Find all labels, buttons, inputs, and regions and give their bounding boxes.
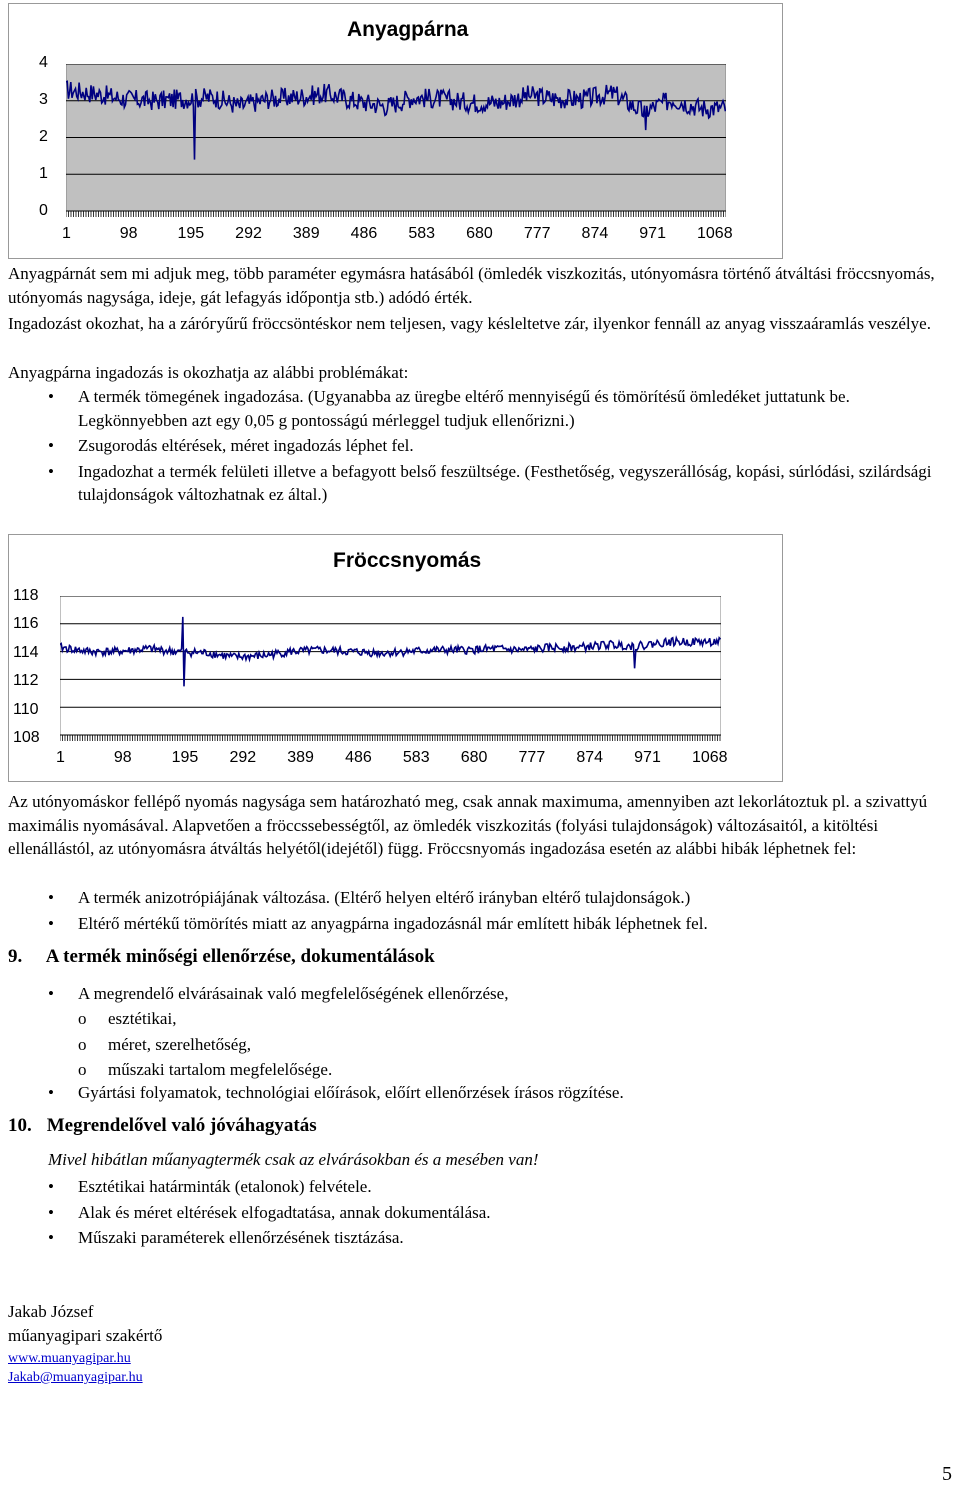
chart-froccsnyomas — [8, 534, 783, 782]
list-item-text: A termék tömegének ingadozása. (Ugyanabba az üregbe eltérő mennyiségű és tömörítésű ömledéket juttatunk be. Legkönnyebben azt egy 0,05 g pontosságú mérleggel tudjuk ellenőrizni.) — [78, 387, 850, 430]
signature-name: Jakab József — [8, 1302, 94, 1321]
bullet-icon: • — [48, 1228, 54, 1247]
x-tick-label: 1 — [56, 749, 65, 766]
section-heading-9 — [8, 946, 435, 968]
section-heading-10 — [8, 1115, 317, 1137]
website-link[interactable]: www.muanyagipar.hu — [8, 1351, 131, 1366]
list-item-text: Alak és méret eltérések elfogadtatása, annak dokumentálása. — [78, 1202, 491, 1222]
list-item-text: Műszaki paraméterek ellenőrzésének tisztázása. — [78, 1228, 404, 1247]
x-tick-label: 874 — [581, 225, 609, 242]
x-tick-label: 680 — [466, 225, 493, 242]
x-tick-label: 971 — [639, 225, 666, 242]
x-tick-label: 583 — [408, 225, 436, 242]
paragraph-1: Anyagpárnát sem mi adjuk meg, több paraméter egymásra hatásából (ömledék viszkozitás, utónyomásra történő átváltási fröccsnyomás, utónyomás nagysága, ideje, gát lefagyás időpontja stb.) adódó érték. — [8, 264, 935, 307]
chart2-ytick-118: 118 — [13, 587, 39, 604]
x-tick-label: 389 — [287, 749, 314, 766]
list-item — [8, 1201, 948, 1225]
bullet-icon: • — [48, 436, 54, 455]
paragraph-2: Ingadozást okozhat, ha a záróгyűrű fröccsöntéskor nem teljesen, vagy késleltetve zár, ilyenkor fennáll az anyag visszaáramlás veszélye. — [8, 314, 931, 333]
chart2-plot — [60, 596, 721, 743]
signature-title: műanyagipari szakértő — [8, 1326, 163, 1345]
chart1-ytick-1: 1 — [39, 165, 48, 182]
list-item — [8, 460, 948, 507]
list-item — [8, 1175, 948, 1199]
sub-item — [8, 1033, 948, 1057]
bullet-icon: • — [48, 984, 54, 1003]
section-number: 10. — [8, 1115, 32, 1136]
chart-anyagparna — [8, 3, 783, 259]
x-tick-label: 971 — [634, 749, 661, 766]
bullet-list-1 — [8, 385, 948, 507]
x-tick-label: 680 — [460, 749, 488, 766]
chart2-title: Fröccsnyomás — [333, 549, 482, 572]
bullet-list-5 — [8, 1175, 948, 1250]
bullet-icon: • — [48, 888, 54, 907]
chart1-title: Anyagpárna — [347, 18, 469, 41]
bullet-icon: • — [48, 1177, 54, 1196]
bullet-icon: • — [48, 461, 54, 481]
section-title: Megrendelővel való jóváhagyatás — [46, 1115, 317, 1136]
list-item-text: Eltérő mértékű tömörítés miatt az anyagpárna ingadozásnál már említett hibák léphetnek fel. — [78, 913, 708, 933]
page-number: 5 — [942, 1463, 952, 1485]
x-tick-label: 292 — [235, 225, 262, 242]
section-title: A termék minőségi ellenőrzése, dokumentálások — [45, 946, 435, 967]
bullet-icon: • — [48, 387, 54, 406]
bullet-list-4 — [8, 1081, 948, 1105]
x-tick-label: 777 — [518, 749, 546, 766]
list-item — [8, 982, 948, 1006]
x-tick-band — [60, 735, 720, 741]
chart2-ytick-110: 110 — [13, 701, 39, 718]
chart1-ytick-2: 2 — [39, 128, 48, 145]
chart2-ytick-112: 112 — [13, 672, 39, 689]
chart1-plot — [66, 64, 726, 219]
x-tick-label: 195 — [171, 749, 199, 766]
x-tick-label: 1 — [62, 225, 71, 242]
sub-item-text: méret, szerelhetőség, — [108, 1034, 252, 1054]
plot-area — [60, 596, 721, 735]
section-number: 9. — [8, 946, 23, 967]
sub-item-text: esztétikai, — [108, 1009, 177, 1028]
chart1-ytick-3: 3 — [39, 91, 48, 108]
x-tick-label: 195 — [177, 225, 205, 242]
x-tick-label: 98 — [113, 749, 132, 766]
bullet-icon: • — [48, 913, 54, 933]
list-item-text: Esztétikai határminták (etalonok) felvétele. — [78, 1177, 372, 1196]
x-tick-label: 292 — [229, 749, 257, 766]
sub-item — [8, 1007, 948, 1031]
email-link[interactable]: Jakab@muanyagipar.hu — [8, 1370, 143, 1385]
x-tick-label: 1068 — [691, 749, 728, 766]
list-item — [8, 886, 948, 910]
list-item-text: A megrendelő elvárásainak való megfelelőségének ellenőrzése, — [78, 984, 509, 1003]
sub-bullet-icon: o — [78, 1009, 87, 1028]
sub-bullet-icon: o — [78, 1034, 87, 1054]
quote: Mivel hibátlan műanyagtermék csak az elvárásokban és a mesében van! — [48, 1150, 539, 1169]
list-item — [8, 912, 948, 936]
list-item-text: Ingadozhat a termék felületi illetve a befagyott belső feszültsége. (Festhetőség, vegyszerállóság, kopási, súrlódási, szilárdsági tulajdonságok változhatnak ez által.) — [78, 461, 932, 504]
x-tick-label: 486 — [350, 225, 378, 242]
paragraph-3: Anyagpárna ingadozás is okozhatja az alábbi problémákat: — [8, 363, 409, 382]
chart2-ytick-108: 108 — [13, 729, 40, 746]
list-item — [8, 385, 948, 432]
bullet-list-3 — [8, 982, 948, 1006]
x-tick-label: 98 — [119, 225, 138, 242]
list-item — [8, 1226, 948, 1250]
chart2-ytick-116: 116 — [13, 615, 39, 632]
list-item — [8, 434, 948, 458]
list-item-text: Zsugorodás eltérések, méret ingadozás léphet fel. — [78, 436, 414, 455]
chart1-ytick-0: 0 — [39, 202, 48, 219]
sub-item — [8, 1058, 948, 1082]
x-tick-label: 1068 — [697, 225, 733, 242]
bullet-icon: • — [48, 1202, 54, 1222]
sub-item-text: műszaki tartalom megfelelősége. — [108, 1060, 333, 1079]
sub-list — [8, 1007, 948, 1082]
bullet-icon: • — [48, 1083, 54, 1102]
x-tick-label: 583 — [402, 749, 430, 766]
x-tick-label: 874 — [576, 749, 604, 766]
x-tick-band — [66, 211, 726, 217]
x-tick-label: 389 — [292, 225, 320, 242]
chart2-ytick-114: 114 — [13, 644, 39, 661]
list-item-text: A termék anizotrópiájának változása. (Eltérő helyen eltérő irányban eltérő tulajdonságok.) — [78, 888, 691, 907]
list-item-text: Gyártási folyamatok, technológiai előírások, előírt ellenőrzések írásos rögzítése. — [78, 1083, 624, 1102]
chart1-ytick-4: 4 — [39, 54, 48, 71]
x-tick-label: 486 — [345, 749, 372, 766]
sub-bullet-icon: o — [78, 1060, 87, 1079]
paragraph-4: Az utónyomáskor fellépő nyomás nagysága sem határozható meg, csak annak maximuma, amennyiben azt lekorlátoztuk pl. a szivattyú maximális nyomásával. Alapvetően a fröccssebességtől, az ömledék viszkozitás (folyási tulajdonságok) változásaitól, a kitöltési ellenállástól, az utónyomásra átváltás helyétől(idejétől) függ. Fröccsnyomás ingadozása esetén az alábbi hibák léphetnek fel: — [8, 792, 928, 858]
bullet-list-2 — [8, 886, 948, 935]
x-tick-label: 777 — [523, 225, 551, 242]
list-item — [8, 1081, 948, 1105]
